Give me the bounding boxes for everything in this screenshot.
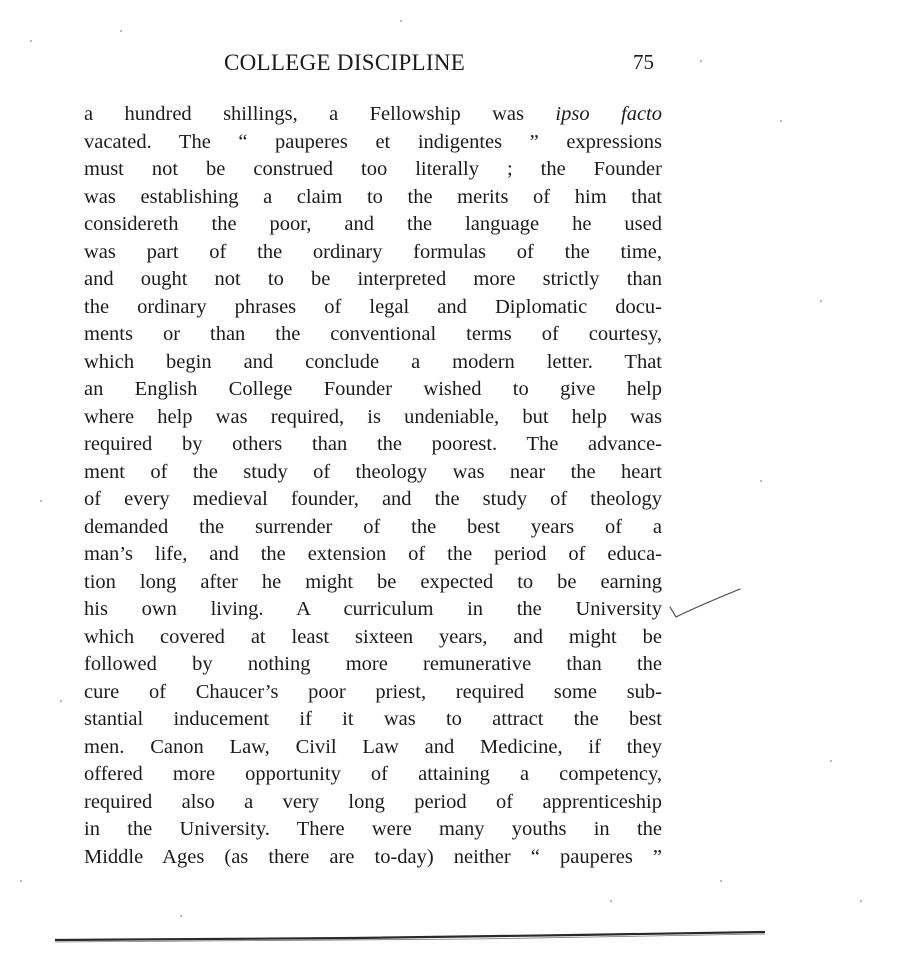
pencil-tick-icon (666, 585, 746, 625)
text-segment: followed by nothing more remunerative than the (84, 653, 662, 675)
speck (700, 60, 702, 62)
text-segment: ments or than the conventional terms of courtesy, (84, 323, 662, 345)
text-segment: men. Canon Law, Civil Law and Medicine, if they (84, 735, 662, 758)
text-segment: cure of Chaucer’s poor priest, required some sub- (84, 680, 662, 703)
text-line (84, 129, 662, 157)
text-line (84, 459, 662, 487)
bottom-rule (55, 930, 765, 944)
text-segment: stantial inducement if it was to attract the best (84, 708, 662, 730)
text-line (84, 514, 662, 542)
text-segment: in the University. There were many youths in the (84, 818, 662, 840)
page-title: COLLEGE DISCIPLINE (224, 50, 466, 75)
text-segment: demanded the surrender of the best years of a (84, 515, 662, 538)
text-segment: an English College Founder wished to give help (84, 378, 662, 400)
speck (610, 900, 612, 902)
speck (180, 915, 182, 917)
text-line (84, 844, 662, 872)
text-segment: offered more opportunity of attaining a competency, (84, 763, 662, 785)
page-number: 75 (633, 50, 654, 74)
text-segment: must not be construed too literally ; the Founder (84, 158, 662, 180)
text-segment: man’s life, and the extension of the period of educa- (84, 543, 662, 565)
text-segment: considereth the poor, and the language he used (84, 213, 662, 235)
speck (830, 760, 832, 762)
text-line (84, 541, 662, 569)
speck (760, 480, 762, 482)
text-line (84, 404, 662, 432)
speck (400, 20, 402, 22)
text-segment: vacated. The “ pauperes et indigentes ” expressions (84, 130, 662, 153)
speck (40, 500, 42, 502)
speck (20, 880, 22, 882)
text-segment: required also a very long period of apprenticeship (84, 790, 662, 813)
speck (720, 880, 722, 882)
text-line (84, 431, 662, 459)
text-line (84, 789, 662, 817)
text-line (84, 349, 662, 377)
text-line (84, 624, 662, 652)
body-text (84, 101, 662, 871)
text-segment: which covered at least sixteen years, and might be (84, 625, 662, 648)
text-line (84, 211, 662, 239)
text-line (84, 679, 662, 707)
text-line (84, 486, 662, 514)
text-segment: ment of the study of theology was near the heart (84, 460, 662, 483)
speck (30, 40, 32, 42)
text-line (84, 101, 662, 129)
text-segment: which begin and conclude a modern letter. That (84, 350, 662, 373)
text-line (84, 294, 662, 322)
text-line (84, 239, 662, 267)
text-segment: was establishing a claim to the merits of him that (84, 185, 662, 208)
text-line (84, 321, 662, 349)
speck (120, 30, 122, 32)
text-line (84, 156, 662, 184)
text-segment: the ordinary phrases of legal and Diplomatic docu- (84, 295, 662, 318)
text-segment: a hundred shillings, a Fellowship was (84, 103, 556, 125)
italic-phrase: ipso facto (555, 103, 662, 125)
text-line (84, 651, 662, 679)
text-segment: his own living. A curriculum in the University (84, 598, 662, 620)
text-segment: was part of the ordinary formulas of the time, (84, 240, 662, 263)
speck (860, 900, 862, 902)
text-line (84, 596, 662, 624)
text-segment: tion long after he might be expected to be earning (84, 570, 662, 593)
text-line (84, 569, 662, 597)
text-segment: Middle Ages (as there are to-day) neither “ pauperes ” (84, 845, 662, 868)
speck (820, 300, 822, 302)
text-segment: of every medieval founder, and the study of theology (84, 488, 662, 510)
text-line (84, 184, 662, 212)
text-segment: and ought not to be interpreted more strictly than (84, 268, 662, 290)
text-line (84, 816, 662, 844)
speck (780, 120, 782, 122)
speck (60, 700, 62, 702)
running-head (84, 50, 660, 84)
text-line (84, 761, 662, 789)
text-line (84, 706, 662, 734)
text-line (84, 266, 662, 294)
text-line (84, 376, 662, 404)
text-segment: where help was required, is undeniable, but help was (84, 405, 662, 428)
text-line (84, 734, 662, 762)
text-segment: required by others than the poorest. The advance- (84, 433, 662, 455)
